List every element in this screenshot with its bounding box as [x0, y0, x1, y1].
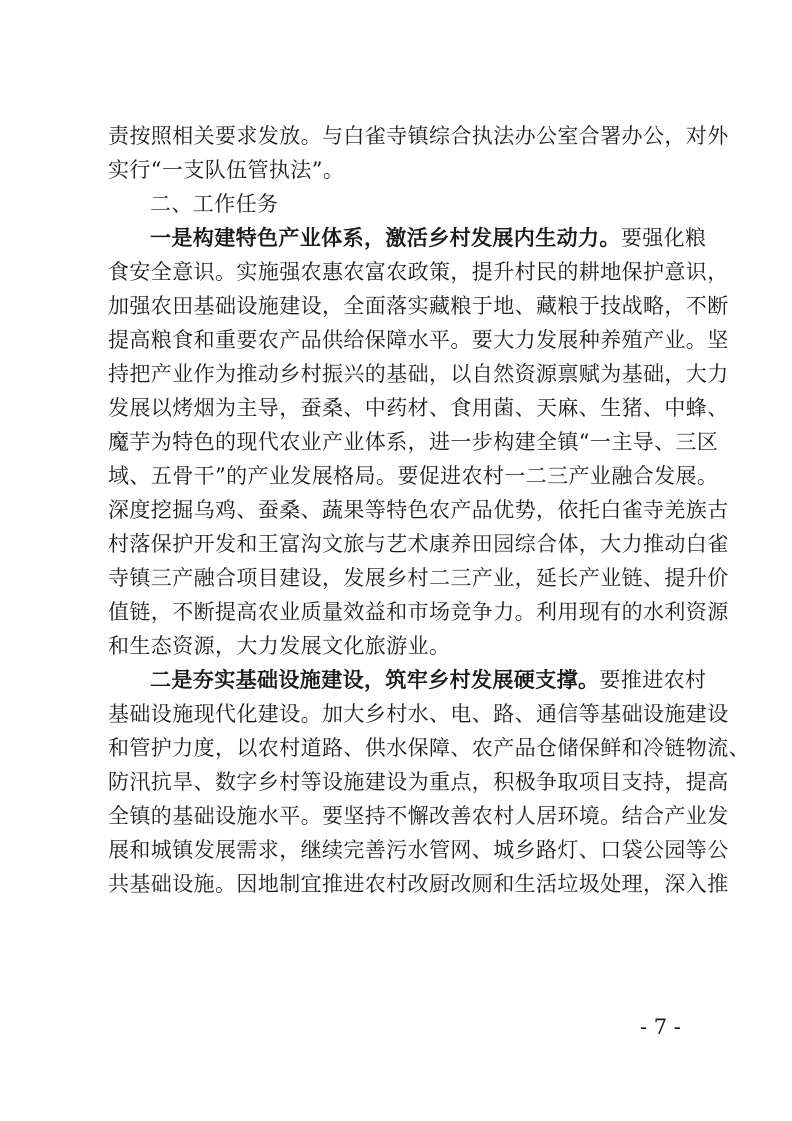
paragraph-line: [108, 595, 729, 629]
bold-lead-text: 一是构建特色产业体系，激活乡村发展内生动力。: [150, 225, 621, 250]
paragraph-line: [108, 765, 729, 799]
line-text: 寺镇三产融合项目建设，发展乡村二三产业，延长产业链、提升价: [108, 566, 729, 590]
line-text: 要推进农村: [599, 668, 707, 692]
bold-lead-text: 二是夯实基础设施建设，筑牢乡村发展硬支撑。: [150, 667, 600, 692]
line-text: 防汛抗旱、数字乡村等设施建设为重点，积极争取项目支持，提高: [108, 770, 729, 794]
line-text: 值链，不断提高农业质量效益和市场竞争力。利用现有的水利资源: [108, 600, 729, 624]
paragraph-line: [108, 255, 729, 289]
paragraph-line: [108, 425, 719, 459]
line-text: 责按照相关要求发放。与白雀寺镇综合执法办公室合署办公，对外: [108, 124, 729, 148]
line-text: 提高粮食和重要农产品供给保障水平。要大力发展种养殖产业。坚: [108, 328, 729, 352]
line-text: 基础设施现代化建设。加大乡村水、电、路、通信等基础设施建设: [108, 702, 729, 726]
body-text: [108, 119, 750, 901]
paragraph-line: [108, 119, 729, 153]
line-text: 实行“一支队伍管执法”。: [108, 158, 345, 182]
line-text: 发展以烤烟为主导，蚕桑、中药材、食用菌、天麻、生猪、中蜂、: [108, 396, 729, 420]
section-heading: [108, 187, 692, 221]
line-text: 村落保护开发和王富沟文旅与艺术康养田园综合体，大力推动白雀: [108, 532, 729, 556]
paragraph-line: [108, 221, 707, 255]
line-text: 要强化粮: [620, 226, 707, 250]
page-number: - 7 -: [640, 1015, 681, 1039]
line-text: 加强农田基础设施建设，全面落实藏粮于地、藏粮于技战略，不断: [108, 294, 729, 318]
line-text: 全镇的基础设施水平。要坚持不懈改善农村人居环境。结合产业发: [108, 804, 729, 828]
paragraph-line: [108, 867, 729, 901]
line-text: 持把产业作为推动乡村振兴的基础，以自然资源禀赋为基础，大力: [108, 362, 729, 386]
paragraph-line: [108, 323, 729, 357]
paragraph-line: [108, 629, 692, 663]
paragraph-line: [108, 663, 707, 697]
line-text: 深度挖掘乌鸡、蚕桑、蔬果等特色农产品优势，依托白雀寺羌族古: [108, 498, 729, 522]
paragraph-line: [108, 527, 729, 561]
line-text: 域、五骨干”的产业发展格局。要促进农村一二三产业融合发展。: [108, 464, 719, 488]
paragraph-line: [108, 459, 719, 493]
section-heading-text: 二、工作任务: [150, 192, 279, 216]
paragraph-line: [108, 391, 729, 425]
paragraph-line: [108, 561, 729, 595]
paragraph-line: [108, 799, 729, 833]
paragraph-line: [108, 697, 729, 731]
line-text: 共基础设施。因地制宜推进农村改厨改厕和生活垃圾处理，深入推: [108, 872, 729, 896]
paragraph-line: [108, 493, 729, 527]
paragraph-line: [108, 153, 692, 187]
line-text: 展和城镇发展需求，继续完善污水管网、城乡路灯、口袋公园等公: [108, 838, 729, 862]
paragraph-line: [108, 289, 729, 323]
line-text: 和管护力度，以农村道路、供水保障、农产品仓储保鲜和冷链物流、: [108, 736, 750, 760]
line-text: 食安全意识。实施强农惠农富农政策，提升村民的耕地保护意识，: [108, 260, 729, 284]
paragraph-line: [108, 833, 729, 867]
paragraph-line: [108, 731, 750, 765]
paragraph-line: [108, 357, 729, 391]
line-text: 魔芋为特色的现代农业产业体系，进一步构建全镇“一主导、三区: [108, 430, 719, 454]
line-text: 和生态资源，大力发展文化旅游业。: [108, 634, 451, 658]
